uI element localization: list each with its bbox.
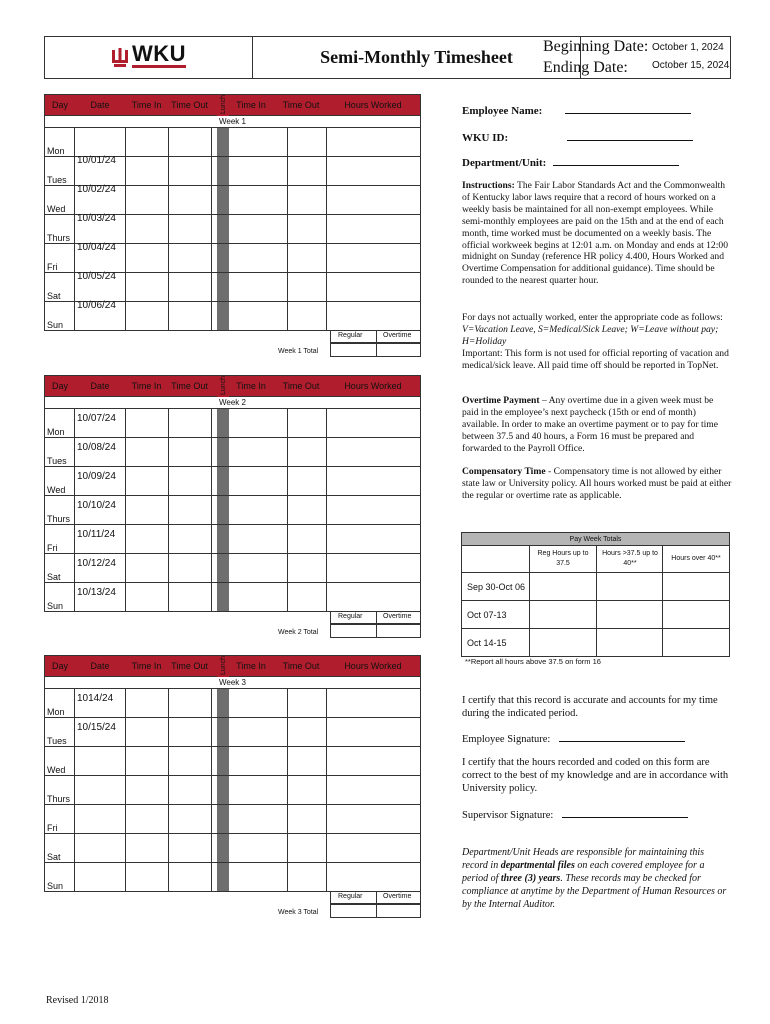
column-header-time-in2: Time In — [236, 661, 266, 671]
lunch-cell — [217, 805, 229, 833]
column-header-time-in: Time In — [131, 661, 162, 671]
table-row[interactable] — [44, 554, 421, 583]
day-label: Sun — [47, 320, 64, 330]
lunch-cell — [217, 747, 229, 775]
table-row[interactable] — [44, 496, 421, 525]
week-total-input[interactable] — [330, 624, 421, 638]
date-value[interactable]: 1014/24 — [77, 693, 114, 704]
table-row[interactable] — [44, 409, 421, 438]
week-header-row — [44, 375, 421, 397]
date-value[interactable]: 10/11/24 — [77, 529, 116, 540]
regular-label: Regular — [338, 613, 363, 620]
mid-hours-col: Hours >37.5 up to 40** — [602, 550, 658, 567]
day-label: Wed — [47, 204, 66, 214]
column-header-time-in2: Time In — [236, 100, 266, 110]
column-header-time-in: Time In — [131, 100, 162, 110]
table-row[interactable] — [44, 718, 421, 747]
date-value[interactable]: 10/01/24 — [77, 155, 116, 166]
regular-overtime-labels — [330, 331, 421, 343]
date-value[interactable]: 10/12/24 — [77, 558, 116, 569]
column-header-time-in2: Time In — [236, 381, 266, 391]
date-value[interactable]: 10/02/24 — [77, 184, 116, 195]
lunch-cell — [217, 186, 229, 214]
lunch-cell — [217, 834, 229, 862]
day-label: Thurs — [47, 233, 71, 243]
week-label: Week 1 — [44, 116, 421, 128]
table-row[interactable] — [44, 863, 421, 892]
wku-cup-icon — [111, 48, 129, 68]
lunch-cell — [217, 689, 229, 717]
supervisor-signature-label: Supervisor Signature: — [462, 810, 554, 821]
supervisor-signature-input[interactable] — [562, 808, 688, 818]
date-value[interactable]: 10/10/24 — [77, 500, 116, 511]
employee-signature-input[interactable] — [559, 732, 685, 742]
supervisor-certify-text: I certify that the hours recorded and coded on this form are correct to the best of my knowledge and are in accordance with University policy. — [462, 757, 729, 794]
date-value[interactable]: 10/15/24 — [77, 722, 116, 733]
page-title: Semi-Monthly Timesheet — [320, 47, 513, 67]
day-label: Thurs — [47, 794, 71, 804]
regular-label: Regular — [338, 893, 363, 900]
lunch-header — [217, 376, 229, 398]
revised-date: Revised 1/2018 — [46, 995, 109, 1006]
regular-label: Regular — [338, 332, 363, 339]
day-label: Sat — [47, 852, 61, 862]
week-total-label: Week 1 Total — [278, 348, 319, 355]
employee-name-input[interactable] — [565, 104, 691, 114]
form16-note: **Report all hours above 37.5 on form 16 — [465, 657, 601, 666]
pay-week-row[interactable] — [461, 629, 730, 657]
pay-week-totals-title: Pay Week Totals — [461, 532, 730, 546]
pay-week-row[interactable] — [461, 573, 730, 601]
title-cell — [253, 37, 581, 78]
table-row[interactable] — [44, 525, 421, 554]
lunch-cell — [217, 583, 229, 611]
day-label: Mon — [47, 707, 65, 717]
regular-overtime-labels — [330, 612, 421, 624]
table-row[interactable] — [44, 834, 421, 863]
department-label: Department/Unit: — [462, 157, 547, 169]
table-row[interactable] — [44, 128, 421, 157]
regular-overtime-labels — [330, 892, 421, 904]
week-total-input[interactable] — [330, 904, 421, 918]
day-label: Fri — [47, 543, 58, 553]
column-header-time-out: Time Out — [171, 381, 208, 391]
lunch-cell — [217, 438, 229, 466]
retention-text-d: three (3) years — [500, 873, 561, 884]
employee-signature-row — [462, 732, 732, 746]
lunch-cell — [217, 467, 229, 495]
wku-logo — [111, 43, 186, 68]
employee-signature-label: Employee Signature: — [462, 734, 551, 745]
employee-name-row — [462, 104, 732, 117]
week-total-label: Week 2 Total — [278, 629, 319, 636]
lunch-cell — [217, 302, 229, 330]
day-label: Sat — [47, 291, 61, 301]
table-row[interactable] — [44, 467, 421, 496]
wku-id-row — [462, 131, 732, 144]
employee-certify-text: I certify that this record is accurate and accounts for my time during the indicated period. — [462, 695, 718, 719]
table-row[interactable] — [44, 273, 421, 302]
overtime-label: Overtime — [383, 613, 412, 620]
leave-codes-intro: For days not actually worked, enter the appropriate code as follows: — [462, 312, 723, 323]
lunch-cell — [217, 273, 229, 301]
table-row[interactable] — [44, 747, 421, 776]
lunch-header-label: Lunch — [220, 94, 228, 115]
pay-week-row[interactable] — [461, 601, 730, 629]
over-40-col: Hours over 40** — [671, 555, 721, 562]
comp-time-title: Compensatory Time — [462, 466, 546, 477]
table-row[interactable] — [44, 805, 421, 834]
pay-week-row-label: Oct 14-15 — [467, 638, 507, 648]
column-header-time-out: Time Out — [171, 661, 208, 671]
day-label: Mon — [47, 427, 65, 437]
retention-text-a: Department/Unit Heads are responsible for maintaining this record in — [462, 847, 705, 871]
table-row[interactable] — [44, 302, 421, 331]
date-value[interactable]: 10/03/24 — [77, 213, 116, 224]
table-row[interactable] — [44, 186, 421, 215]
retention-policy — [462, 846, 732, 911]
leave-codes — [462, 312, 732, 372]
column-header-time-out2: Time Out — [282, 100, 320, 110]
important-note: Important: This form is not used for official reporting of vacation and medical/sick leave. All paid time off should be reported in TopNet. — [462, 347, 729, 371]
lunch-header — [217, 656, 229, 678]
day-label: Fri — [47, 823, 58, 833]
instructions — [462, 180, 732, 287]
ending-date-label: Ending Date: — [543, 59, 628, 76]
retention-text-c: on each covered employee for a period of — [462, 860, 705, 884]
day-label: Sun — [47, 881, 64, 891]
comp-time-section — [462, 466, 732, 502]
week-total-input[interactable] — [330, 343, 421, 357]
table-row[interactable] — [44, 157, 421, 186]
overtime-body: – Any overtime due in a given week must be paid in the employee’s next paycheck (15th or end of month) available. In order to make an overtime payment or to pay for time between 37.5 and 40 hours, a Form 16 must be prepared and forwarded to the Payroll Office. — [462, 395, 719, 454]
lunch-cell — [217, 554, 229, 582]
pay-week-header-row — [461, 546, 730, 573]
pay-week-row-label: Sep 30-Oct 06 — [467, 582, 526, 592]
day-label: Fri — [47, 262, 58, 272]
week-label: Week 2 — [44, 397, 421, 409]
lunch-header-label: Lunch — [220, 655, 228, 676]
column-header-time-out2: Time Out — [282, 381, 320, 391]
column-header-date: Date — [90, 100, 110, 110]
comp-time-body: - Compensatory time is not allowed by either state law or University policy. All hours worked must be paid at either the regular or overtime rate as applicable. — [462, 466, 732, 501]
day-label: Wed — [47, 765, 66, 775]
pay-week-row-label: Oct 07-13 — [467, 610, 507, 620]
day-label: Tues — [47, 736, 67, 746]
column-header-hours: Hours Worked — [344, 661, 402, 671]
table-row[interactable] — [44, 776, 421, 805]
column-header-time-in: Time In — [131, 381, 162, 391]
lunch-cell — [217, 718, 229, 746]
overtime-label: Overtime — [383, 893, 412, 900]
wku-id-input[interactable] — [567, 131, 693, 141]
ending-date-value[interactable]: October 15, 2024 — [652, 60, 730, 71]
column-header-date: Date — [90, 661, 110, 671]
day-label: Thurs — [47, 514, 71, 524]
week-header-row — [44, 655, 421, 677]
week-table — [44, 94, 421, 364]
lunch-cell — [217, 409, 229, 437]
lunch-cell — [217, 128, 229, 156]
beginning-date-value[interactable]: October 1, 2024 — [652, 42, 724, 53]
column-header-day: Day — [51, 381, 68, 391]
column-header-date: Date — [90, 381, 110, 391]
lunch-cell — [217, 157, 229, 185]
date-value[interactable]: 10/07/24 — [77, 413, 116, 424]
department-input[interactable] — [553, 156, 679, 166]
date-value[interactable]: 10/05/24 — [77, 271, 116, 282]
beginning-date-label: Beginning Date: — [543, 38, 649, 55]
lunch-cell — [217, 496, 229, 524]
overtime-label: Overtime — [383, 332, 412, 339]
column-header-time-out: Time Out — [171, 100, 208, 110]
overtime-section — [462, 395, 732, 455]
column-header-day: Day — [51, 100, 68, 110]
leave-codes-list: V=Vacation Leave, S=Medical/Sick Leave; W=Leave without pay; H=Holiday — [462, 323, 719, 347]
column-header-day: Day — [51, 661, 68, 671]
employee-name-label: Employee Name: — [462, 105, 543, 117]
pay-week-totals-table — [461, 532, 730, 657]
date-value[interactable]: 10/04/24 — [77, 242, 116, 253]
wku-id-label: WKU ID: — [462, 132, 509, 144]
date-value[interactable]: 10/08/24 — [77, 442, 116, 453]
date-value[interactable]: 10/13/24 — [77, 587, 116, 598]
instructions-body: The Fair Labor Standards Act and the Commonwealth of Kentucky labor laws require that a record of hours worked on a weekly basis be maintained for all non-exempt employees. While semi-monthly employees are paid on the 15th and at the end of each month, time worked must be documented on a weekly basis. The official workweek begins at 12:01 a.m. on Monday and ends at 12:00 midnight on Sunday (reference HR policy 4.400, Hours Worked and Overtime Compensation for additional guidance). Time should be rounded to the nearest quarter hour. — [462, 180, 728, 287]
logo-cell — [45, 37, 253, 78]
table-row[interactable] — [44, 438, 421, 467]
week-table — [44, 655, 421, 925]
retention-text-b: departmental files — [500, 860, 575, 871]
retention-text-e: . These records may be checked for compliance at anytime by the Department of Human Resources or by the Internal Auditor. — [462, 873, 727, 910]
lunch-header-label: Lunch — [220, 375, 228, 396]
table-row[interactable] — [44, 689, 421, 718]
supervisor-signature-row — [462, 808, 732, 822]
lunch-cell — [217, 776, 229, 804]
pay-week-rows — [461, 573, 730, 657]
week-label: Week 3 — [44, 677, 421, 689]
day-label: Wed — [47, 485, 66, 495]
column-header-hours: Hours Worked — [344, 100, 402, 110]
logo-text: WKU — [132, 41, 187, 66]
table-row[interactable] — [44, 583, 421, 612]
lunch-cell — [217, 525, 229, 553]
day-label: Tues — [47, 175, 67, 185]
column-header-time-out2: Time Out — [282, 661, 320, 671]
week-table — [44, 375, 421, 645]
overtime-title: Overtime Payment — [462, 395, 540, 406]
instructions-title: Instructions: — [462, 180, 515, 191]
table-row[interactable] — [44, 215, 421, 244]
reg-hours-col: Reg Hours up to 37.5 — [537, 550, 589, 567]
week-header-row — [44, 94, 421, 116]
lunch-cell — [217, 215, 229, 243]
day-label: Sun — [47, 601, 64, 611]
lunch-header — [217, 95, 229, 117]
date-value[interactable]: 10/09/24 — [77, 471, 116, 482]
table-row[interactable] — [44, 244, 421, 273]
day-label: Sat — [47, 572, 61, 582]
date-value[interactable]: 10/06/24 — [77, 300, 116, 311]
week-total-label: Week 3 Total — [278, 909, 319, 916]
day-label: Mon — [47, 146, 65, 156]
department-row — [462, 156, 732, 169]
lunch-cell — [217, 863, 229, 891]
lunch-cell — [217, 244, 229, 272]
column-header-hours: Hours Worked — [344, 381, 402, 391]
day-label: Tues — [47, 456, 67, 466]
